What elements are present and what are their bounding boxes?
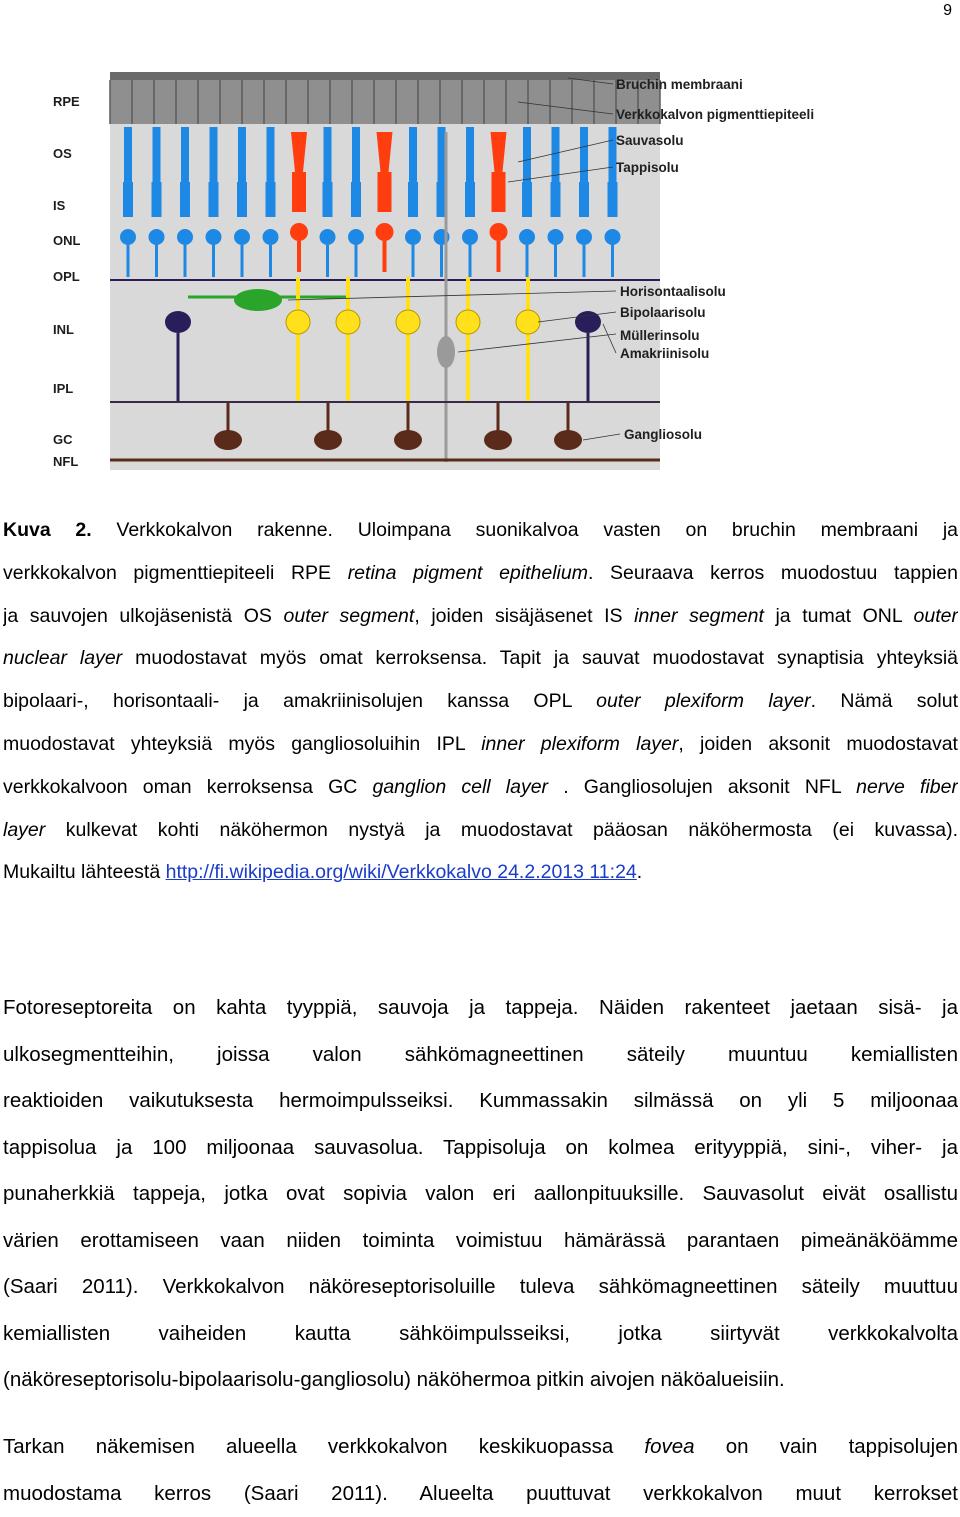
rod-nucleus	[206, 229, 222, 245]
caption-term: nuclear layer	[3, 647, 122, 669]
rod-nucleus	[462, 229, 478, 245]
layer-label-rpe: RPE	[53, 94, 80, 109]
retina-diagram	[48, 72, 960, 472]
rod-inner-segment	[465, 182, 475, 217]
body-paragraph-2	[3, 1424, 958, 1517]
rod-inner-segment	[266, 182, 276, 217]
rod-nucleus	[605, 229, 621, 245]
rod-nucleus	[348, 229, 364, 245]
cone-nucleus	[490, 223, 508, 241]
layer-label-os: OS	[53, 146, 72, 161]
rod-inner-segment	[351, 182, 361, 217]
cell-label-bruch: Bruchin membraani	[616, 77, 743, 92]
rod-outer-segment	[438, 127, 446, 182]
caption-term: layer	[3, 819, 45, 841]
rod-nucleus	[320, 229, 336, 245]
paragraph-line: punaherkkiä tappeja, jotka ovat sopivia valon eri aallonpituuksille. Sauvasolut eivät osallistu	[3, 1171, 958, 1218]
layer-label-inl: INL	[53, 322, 74, 337]
ganglion-cell	[394, 430, 422, 450]
cell-label-muller: Müllerinsolu	[620, 328, 700, 343]
paragraph-line: kemiallisten vaiheiden kautta sähköimpulsseiksi, jotka siirtyvät verkkokalvolta	[3, 1311, 958, 1358]
cell-label-amacrine: Amakriinisolu	[620, 346, 709, 361]
caption-term: nerve fiber	[856, 776, 958, 798]
cone-inner-segment	[292, 172, 306, 212]
horizontal-cell	[234, 289, 282, 311]
caption-term: outer plexiform layer	[596, 690, 811, 712]
caption-term: retina pigment epithelium	[348, 562, 588, 584]
cell-label-horizontal: Horisontaalisolu	[620, 284, 726, 299]
paragraph-line: ulkosegmentteihin, joissa valon sähkömagneettinen säteily muuntuu kemiallisten	[3, 1032, 958, 1079]
caption-text: . Seuraava kerros muodostuu tappien	[588, 562, 958, 584]
muller-cell	[437, 336, 455, 368]
rod-inner-segment	[522, 182, 532, 217]
caption-line	[3, 637, 958, 680]
caption-line	[3, 595, 958, 638]
caption-text: . Nämä solut	[811, 690, 958, 712]
rod-inner-segment	[551, 182, 561, 217]
layer-label-is: IS	[53, 198, 65, 213]
paragraph-line: muodostama kerros (Saari 2011). Alueelta puuttuvat verkkokalvon muut kerrokset	[3, 1471, 958, 1517]
rod-inner-segment	[209, 182, 219, 217]
rod-outer-segment	[580, 127, 588, 182]
rod-outer-segment	[267, 127, 275, 182]
caption-text: , joiden sisäjäsenet IS	[414, 605, 634, 627]
rod-outer-segment	[124, 127, 132, 182]
caption-line	[3, 809, 958, 852]
rod-inner-segment	[323, 182, 333, 217]
bipolar-cell	[456, 310, 480, 334]
caption-text: muodostavat myös omat kerroksensa. Tapit ja sauvat muodostavat synaptisia yhteyksiä	[122, 647, 958, 669]
rod-outer-segment	[324, 127, 332, 182]
caption-line	[3, 851, 958, 894]
caption-line	[3, 766, 958, 809]
bipolar-cell	[516, 310, 540, 334]
layer-label-opl: OPL	[53, 269, 80, 284]
rod-outer-segment	[153, 127, 161, 182]
cell-label-cone: Tappisolu	[616, 160, 679, 175]
rod-nucleus	[149, 229, 165, 245]
figure-caption	[3, 509, 958, 894]
paragraph-line: tappisolua ja 100 miljoonaa sauvasolua. Tappisoluja on kolmea erityyppiä, sini-, viher- ja	[3, 1125, 958, 1172]
rod-nucleus	[548, 229, 564, 245]
layer-label-onl: ONL	[53, 233, 80, 248]
caption-label: Kuva 2.	[3, 519, 92, 541]
layer-label-nfl: NFL	[53, 454, 78, 469]
caption-text: Mukailtu lähteestä	[3, 861, 166, 883]
caption-text: verkkokalvon pigmenttiepiteeli RPE	[3, 562, 348, 584]
cell-label-bipolar: Bipolaarisolu	[620, 305, 706, 320]
paragraph-line: (Saari 2011). Verkkokalvon näköreseptorisoluille tuleva sähkömagneettinen säteily muuttuu	[3, 1264, 958, 1311]
caption-text: bipolaari-, horisontaali- ja amakriinisolujen kanssa OPL	[3, 690, 596, 712]
rod-nucleus	[519, 229, 535, 245]
rod-outer-segment	[238, 127, 246, 182]
rod-nucleus	[234, 229, 250, 245]
ganglion-cell	[314, 430, 342, 450]
paragraph-line: värien erottamiseen vaan niiden toiminta voimistuu hämärässä parantaen pimeänäköämme	[3, 1218, 958, 1265]
bipolar-cell	[286, 310, 310, 334]
caption-text: muodostavat yhteyksiä myös gangliosoluihin IPL	[3, 733, 481, 755]
ganglion-cell	[484, 430, 512, 450]
paragraph-term: fovea	[644, 1435, 694, 1458]
rod-inner-segment	[152, 182, 162, 217]
rod-nucleus	[576, 229, 592, 245]
caption-line	[3, 552, 958, 595]
body-paragraph-1	[3, 985, 958, 1404]
caption-term: ganglion cell layer	[372, 776, 548, 798]
paragraph-line	[3, 1424, 958, 1471]
rod-inner-segment	[180, 182, 190, 217]
caption-term: inner plexiform layer	[481, 733, 678, 755]
paragraph-line: reaktioiden vaikutuksesta hermoimpulsseiksi. Kummassakin silmässä on yli 5 miljoonaa	[3, 1078, 958, 1125]
rod-inner-segment	[408, 182, 418, 217]
rod-outer-segment	[181, 127, 189, 182]
ganglion-cell	[214, 430, 242, 450]
caption-text: ja sauvojen ulkojäsenistä OS	[3, 605, 284, 627]
paragraph-text: on vain tappisolujen	[695, 1435, 958, 1458]
paragraph-text: Tarkan näkemisen alueella verkkokalvon keskikuopassa	[3, 1435, 644, 1458]
rod-nucleus	[177, 229, 193, 245]
rod-inner-segment	[237, 182, 247, 217]
caption-text: verkkokalvoon oman kerroksensa GC	[3, 776, 372, 798]
caption-text: Verkkokalvon rakenne. Uloimpana suonikalvoa vasten on bruchin membraani ja	[92, 519, 958, 541]
paragraph-line: (näköreseptorisolu-bipolaarisolu-gangliosolu) näköhermoa pitkin aivojen näköalueisiin.	[3, 1357, 958, 1404]
cone-nucleus	[290, 223, 308, 241]
caption-line	[3, 509, 958, 552]
rod-outer-segment	[552, 127, 560, 182]
cone-inner-segment	[378, 172, 392, 212]
paragraph-line: Fotoreseptoreita on kahta tyyppiä, sauvoja ja tappeja. Näiden rakenteet jaetaan sisä- ja	[3, 985, 958, 1032]
ganglion-cell	[554, 430, 582, 450]
rod-outer-segment	[409, 127, 417, 182]
bipolar-cell	[336, 310, 360, 334]
cell-label-rod: Sauvasolu	[616, 133, 684, 148]
rod-inner-segment	[123, 182, 133, 217]
caption-text: , joiden aksonit muodostavat	[678, 733, 958, 755]
caption-text: .	[637, 861, 642, 883]
rod-outer-segment	[210, 127, 218, 182]
cell-label-rpe: Verkkokalvon pigmenttiepiteeli	[616, 107, 814, 122]
rod-outer-segment	[352, 127, 360, 182]
caption-text: . Gangliosolujen aksonit NFL	[548, 776, 856, 798]
rod-nucleus	[263, 229, 279, 245]
page-number: 9	[943, 2, 952, 20]
rod-nucleus	[405, 229, 421, 245]
layer-label-ipl: IPL	[53, 381, 73, 396]
layer-label-gc: GC	[53, 432, 73, 447]
cone-inner-segment	[492, 172, 506, 212]
rod-outer-segment	[466, 127, 474, 182]
caption-line	[3, 723, 958, 766]
source-link[interactable]: http://fi.wikipedia.org/wiki/Verkkokalvo 24.2.2013 11:24	[166, 861, 637, 883]
caption-text: ja tumat ONL	[764, 605, 914, 627]
caption-term: inner segment	[634, 605, 764, 627]
bipolar-cell	[396, 310, 420, 334]
caption-term: outer segment	[284, 605, 415, 627]
caption-line	[3, 680, 958, 723]
caption-term: outer	[914, 605, 958, 627]
retina-structure-figure	[48, 72, 960, 472]
rod-inner-segment	[608, 182, 618, 217]
rod-inner-segment	[579, 182, 589, 217]
cone-nucleus	[376, 223, 394, 241]
rod-nucleus	[120, 229, 136, 245]
caption-text: kulkevat kohti näköhermon nystyä ja muodostavat pääosan näköhermosta (ei kuvassa).	[45, 819, 958, 841]
amacrine-cell	[165, 311, 191, 333]
rod-outer-segment	[523, 127, 531, 182]
cell-label-ganglion: Gangliosolu	[624, 427, 702, 442]
bruch-membrane-band	[110, 72, 660, 80]
